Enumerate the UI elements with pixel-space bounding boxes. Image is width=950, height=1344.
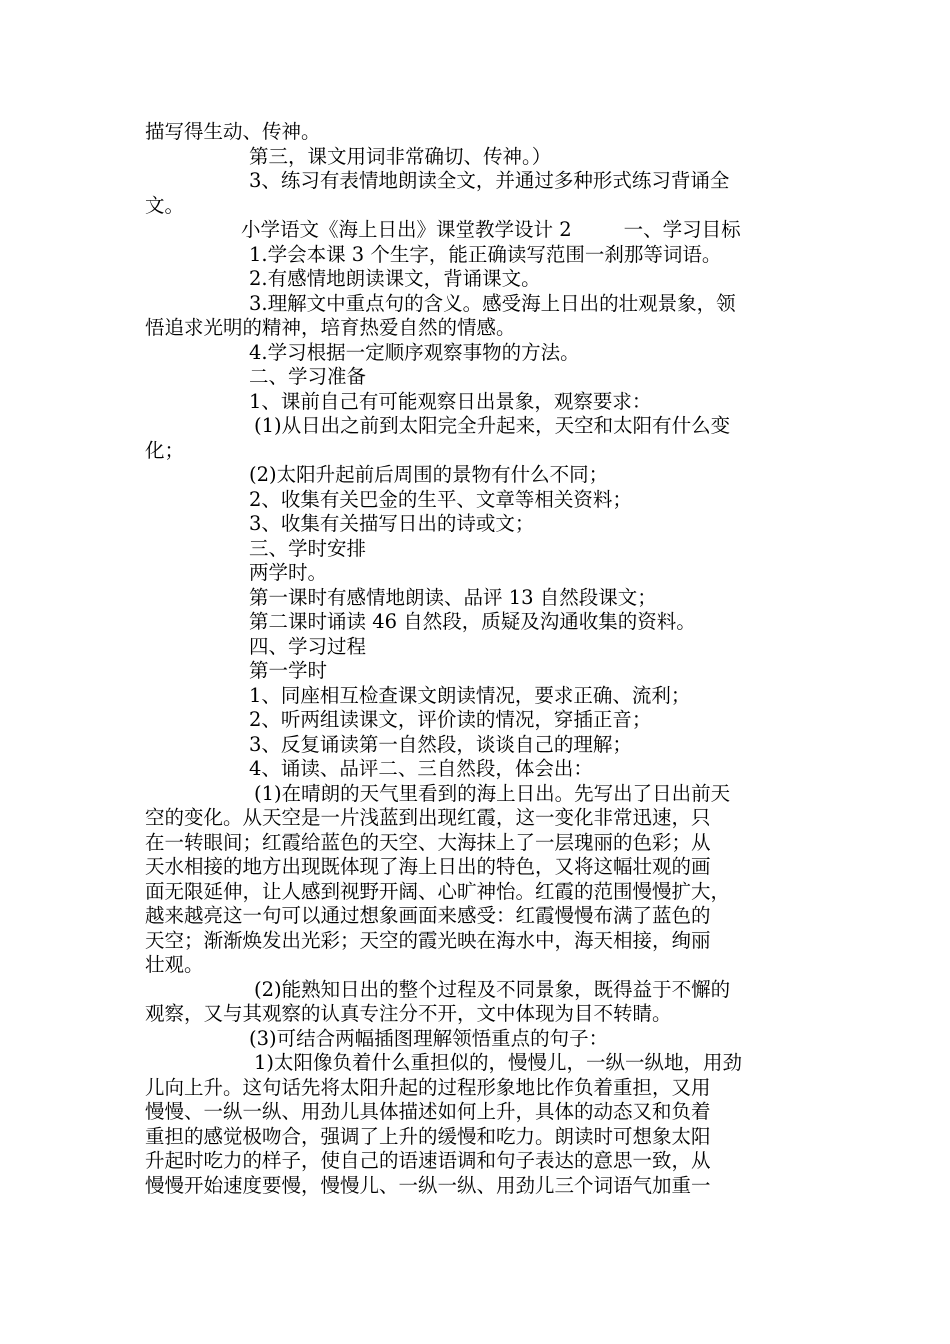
text-line: 观察，又与其观察的认真专注分不开，文中体现为目不转睛。 [145, 1002, 672, 1025]
text-line: 壮观。 [145, 953, 204, 976]
text-line: 1、课前自己有可能观察日出景象，观察要求： [249, 389, 652, 413]
lesson-title-row [145, 218, 810, 243]
text-line: 第一学时 [249, 659, 328, 682]
text-line: 文。 [145, 193, 185, 217]
text-line: 悟追求光明的精神，培育热爱自然的情感。 [145, 316, 516, 339]
text-line: (3)可结合两幅插图理解领悟重点的句子： [249, 1026, 609, 1050]
text-line: 天水相接的地方出现既体现了海上日出的特色，又将这幅壮观的画 [145, 855, 711, 878]
text-line: 描写得生动、传神。 [145, 120, 321, 143]
text-line: (1)在晴朗的天气里看到的海上日出。先写出了日出前天 [254, 781, 731, 805]
text-line: 4、诵读、品评二、三自然段，体会出： [249, 757, 593, 780]
text-line: 第一课时有感情地朗读、品评 13 自然段课文； [249, 585, 657, 609]
text-line: 在一转眼间；红霞给蓝色的天空、大海抹上了一层瑰丽的色彩；从 [145, 830, 711, 854]
text-line: 空的变化。从天空是一片浅蓝到出现红霞，这一变化非常迅速，只 [145, 806, 711, 829]
text-line: 3、反复诵读第一自然段，谈谈自己的理解； [249, 732, 632, 756]
text-line: 1、同座相互检查课文朗读情况，要求正确、流利； [249, 683, 691, 707]
text-line: 三、学时安排 [249, 536, 367, 560]
text-line: 1)太阳像负着什么重担似的，慢慢儿，一纵一纵地，用劲 [254, 1051, 743, 1074]
text-line: 2.有感情地朗读课文，背诵课文。 [249, 267, 541, 290]
text-line: 2、听两组读课文，评价读的情况，穿插正音； [249, 708, 652, 731]
text-line: 2、收集有关巴金的生平、文章等相关资料； [249, 487, 632, 511]
text-line: 第二课时诵读 46 自然段，质疑及沟通收集的资料。 [249, 610, 696, 633]
text-line: 化； [145, 438, 185, 462]
document-body [145, 120, 810, 1198]
text-line: 3、练习有表情地朗读全文，并通过多种形式练习背诵全 [249, 169, 730, 192]
text-line: 面无限延伸，让人感到视野开阔、心旷神怡。红霞的范围慢慢扩大， [145, 879, 731, 903]
text-line: (2)太阳升起前后周围的景物有什么不同； [249, 463, 609, 486]
text-line: (2)能熟知日出的整个过程及不同景象，既得益于不懈的 [254, 977, 731, 1001]
text-line: 天空；渐渐焕发出光彩；天空的霞光映在海水中，海天相接，绚丽 [145, 928, 711, 952]
text-line: 3、收集有关描写日出的诗或文； [249, 512, 535, 535]
text-line: 第三，课文用词非常确切、传神。） [249, 144, 552, 168]
text-line: (1)从日出之前到太阳完全升起来，天空和太阳有什么变 [254, 414, 731, 437]
text-line: 越来越亮这一句可以通过想象画面来感受：红霞慢慢布满了蓝色的 [145, 904, 711, 927]
text-line: 1.学会本课 3 个生字，能正确读写范围一刹那等词语。 [249, 242, 722, 266]
section-heading: 一、学习目标 [623, 218, 741, 241]
text-line: 儿向上升。这句话先将太阳升起的过程形象地比作负着重担，又用 [145, 1075, 711, 1099]
lesson-title: 小学语文《海上日出》课堂教学设计 2 [241, 218, 572, 241]
text-line: 3.理解文中重点句的含义。感受海上日出的壮观景象，领 [249, 291, 736, 315]
text-line: 重担的感觉极吻合，强调了上升的缓慢和吃力。朗读时可想象太阳 [145, 1124, 711, 1148]
text-line: 慢慢、一纵一纵、用劲儿具体描述如何上升，具体的动态又和负着 [145, 1100, 711, 1123]
text-line: 两学时。 [249, 561, 328, 584]
text-line: 四、学习过程 [249, 634, 367, 658]
text-line: 4.学习根据一定顺序观察事物的方法。 [249, 340, 580, 364]
text-line: 升起时吃力的样子，使自己的语速语调和句子表达的意思一致，从 [145, 1149, 711, 1172]
text-line: 慢慢开始速度要慢，慢慢儿、一纵一纵、用劲儿三个词语气加重一 [145, 1173, 711, 1197]
text-line: 二、学习准备 [249, 365, 367, 388]
